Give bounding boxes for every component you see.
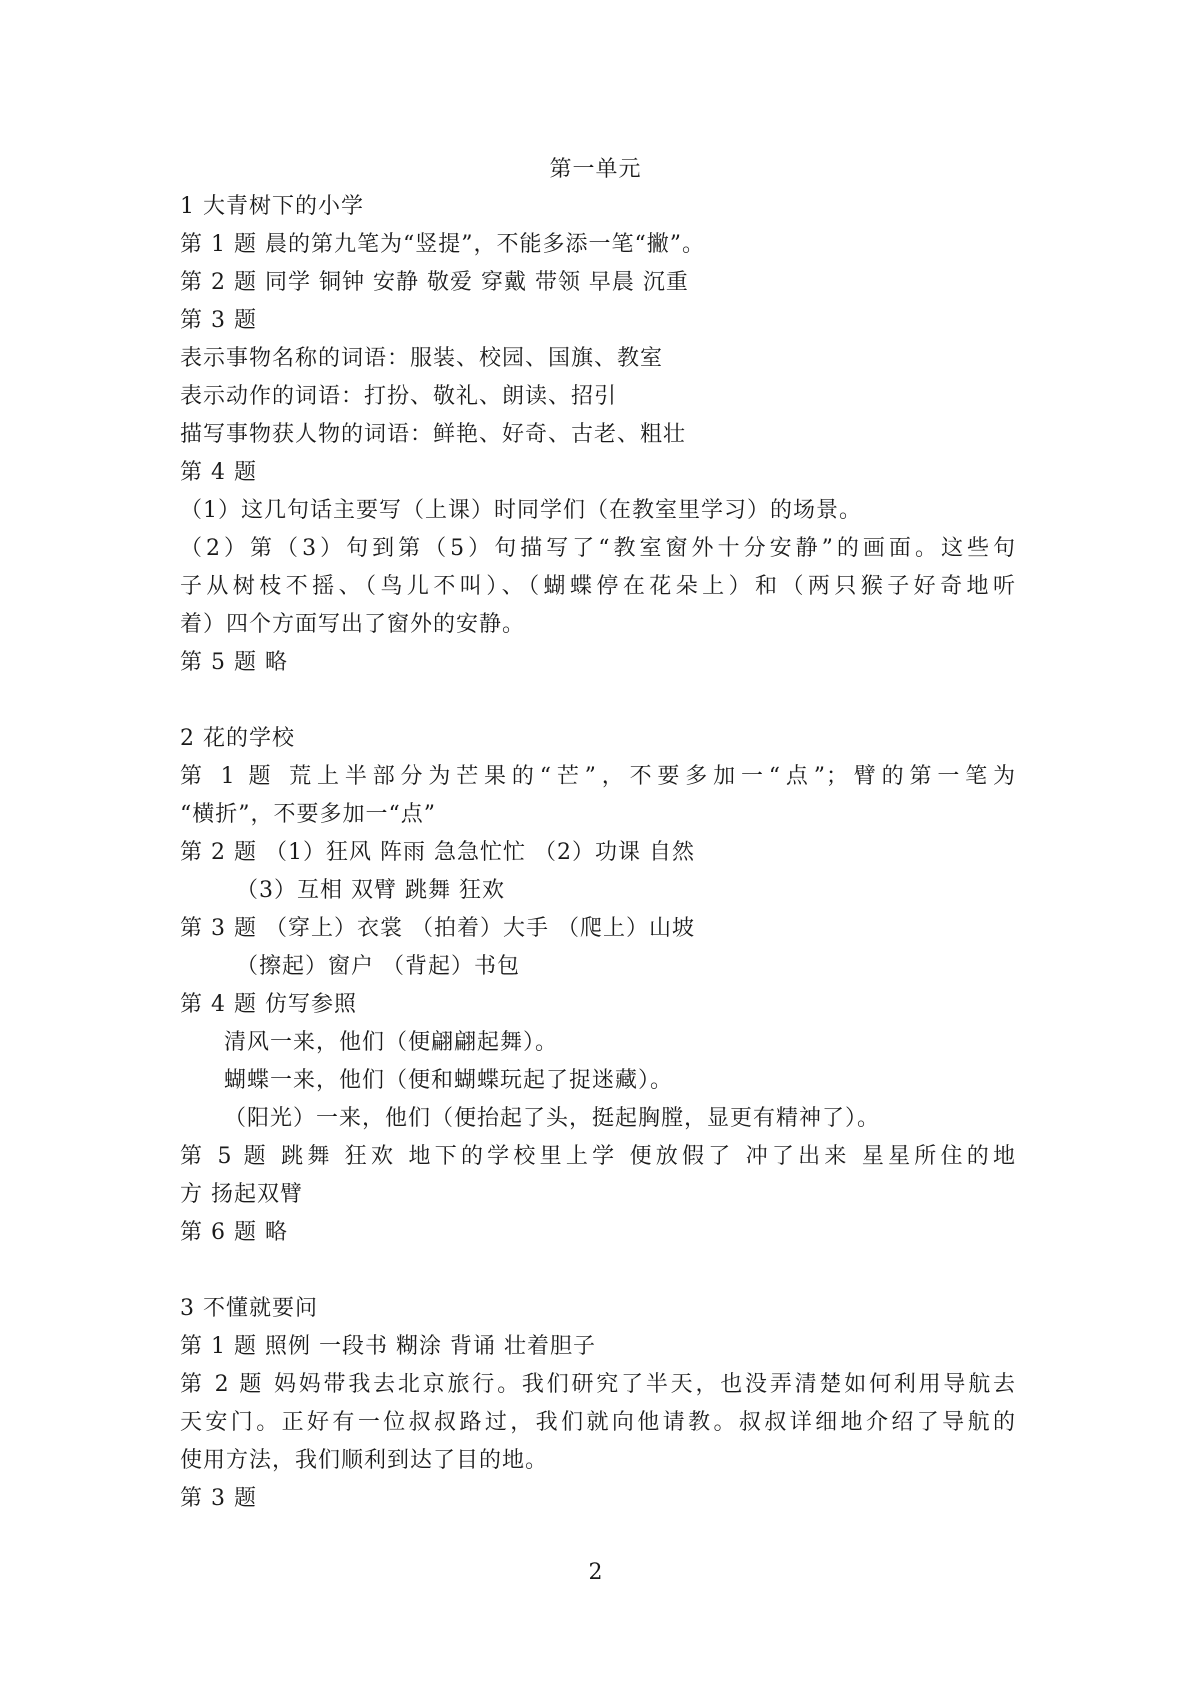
answer-line: 方 扬起双臂	[180, 1182, 303, 1207]
answer-line: 第 2 题 妈妈带我去北京旅行。我们研究了半天，也没弄清楚如何利用导航去	[180, 1372, 1016, 1397]
answer-line: （1）这几句话主要写（上课）时同学们（在教室里学习）的场景。	[180, 498, 862, 523]
answer-line: 第 3 题 （穿上）衣裳 （拍着）大手 （爬上）山坡	[180, 916, 695, 941]
answer-line: 第 1 题 晨的第九笔为“竖提”，不能多添一笔“撇”。	[180, 232, 705, 257]
answer-line: 第 1 题 照例 一段书 糊涂 背诵 壮着胆子	[180, 1334, 596, 1359]
answer-line: 第 6 题 略	[180, 1220, 288, 1245]
answer-line: 使用方法，我们顺利到达了目的地。	[180, 1448, 549, 1473]
lesson-heading: 3 不懂就要问	[180, 1296, 318, 1321]
document-body	[180, 188, 1016, 1518]
answer-line: 描写事物获人物的词语：鲜艳、好奇、古老、粗壮	[180, 422, 687, 447]
answer-line: “横折”，不要多加一“点”	[180, 802, 436, 827]
answer-line: 着）四个方面写出了窗外的安静。	[180, 612, 526, 637]
answer-line: 表示事物名称的词语：服装、校园、国旗、教室	[180, 346, 664, 371]
answer-line: （2）第（3）句到第（5）句描写了“教室窗外十分安静”的画面。这些句	[180, 536, 1016, 561]
answer-line: 蝴蝶一来，他们（便和蝴蝶玩起了捉迷藏）。	[224, 1068, 674, 1093]
spacer	[180, 682, 1016, 720]
answer-line: 子从树枝不摇、（鸟儿不叫）、（蝴蝶停在花朵上）和（两只猴子好奇地听	[180, 574, 1016, 599]
page-number: 2	[588, 1560, 603, 1585]
answer-line: 第 3 题	[180, 1486, 257, 1511]
answer-line: 第 5 题 跳舞 狂欢 地下的学校里上学 便放假了 冲了出来 星星所住的地	[180, 1144, 1016, 1169]
answer-line: 第 4 题 仿写参照	[180, 992, 357, 1017]
answer-line: （擦起）窗户 （背起）书包	[236, 954, 520, 979]
lesson-heading: 2 花的学校	[180, 726, 295, 751]
answer-line: 天安门。正好有一位叔叔路过，我们就向他请教。叔叔详细地介绍了导航的	[180, 1410, 1016, 1435]
answer-line: 第 2 题 （1）狂风 阵雨 急急忙忙 （2）功课 自然	[180, 840, 695, 865]
answer-line: （阳光）一来，他们（便抬起了头，挺起胸膛，显更有精神了）。	[224, 1106, 881, 1131]
spacer	[180, 1252, 1016, 1290]
answer-line: （3）互相 双臂 跳舞 狂欢	[236, 878, 505, 903]
lesson-heading: 1 大青树下的小学	[180, 194, 364, 219]
answer-line: 第 2 题 同学 铜钟 安静 敬爱 穿戴 带领 早晨 沉重	[180, 270, 689, 295]
answer-line: 表示动作的词语：打扮、敬礼、朗读、招引	[180, 384, 618, 409]
answer-line: 清风一来，他们（便翩翩起舞）。	[224, 1030, 559, 1055]
answer-line: 第 3 题	[180, 308, 257, 333]
answer-line: 第 5 题 略	[180, 650, 288, 675]
answer-line: 第 4 题	[180, 460, 257, 485]
unit-title: 第一单元	[549, 157, 642, 182]
answer-line: 第 1 题 荒上半部分为芒果的“芒”，不要多加一“点”；臂的第一笔为	[180, 764, 1016, 789]
